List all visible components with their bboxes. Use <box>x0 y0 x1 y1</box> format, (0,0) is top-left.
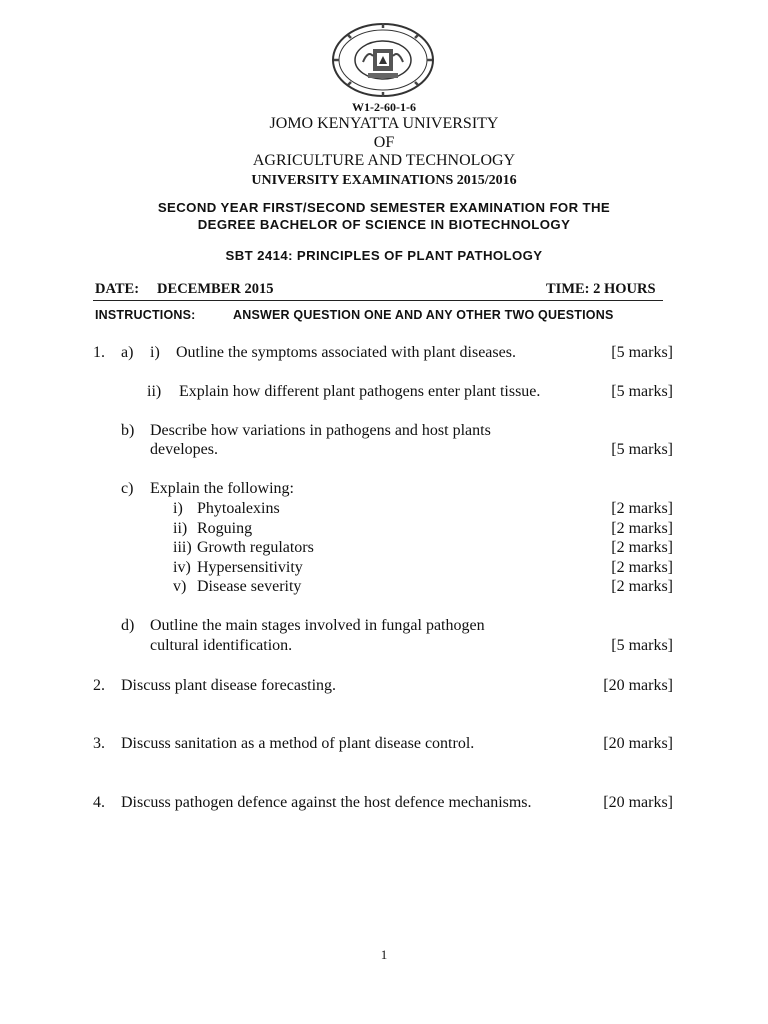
q1-number: 1. <box>93 344 105 361</box>
q1d-marks: [5 marks] <box>611 637 673 654</box>
q1c-item-marks: [2 marks] <box>611 578 673 595</box>
q1c-item-text: Disease severity <box>197 578 302 595</box>
q1c-item-label: iv) <box>173 559 191 576</box>
university-name-line3: AGRICULTURE AND TECHNOLOGY <box>252 152 516 169</box>
q1a-label: a) <box>121 344 134 361</box>
q2-marks: [20 marks] <box>603 677 673 694</box>
q1c-item-marks: [2 marks] <box>611 520 673 537</box>
q1c-label: c) <box>121 480 134 497</box>
q1c-item-marks: [2 marks] <box>611 539 673 556</box>
q1c-item-marks: [2 marks] <box>611 559 673 576</box>
q4-number: 4. <box>93 794 105 811</box>
date-label: DATE: <box>95 281 140 297</box>
q1c-item-label: v) <box>173 578 187 595</box>
instructions-label: INSTRUCTIONS: <box>95 308 196 322</box>
page-number: 1 <box>380 947 388 962</box>
course-title: SBT 2414: PRINCIPLES OF PLANT PATHOLOGY <box>225 248 543 263</box>
q1c-item-text: Hypersensitivity <box>197 559 303 576</box>
exam-time: TIME: 2 HOURS <box>546 281 656 297</box>
q1b-marks: [5 marks] <box>611 441 673 458</box>
q4-text: Discuss pathogen defence against the host defence mechanisms. <box>121 794 532 811</box>
date-value: DECEMBER 2015 <box>157 281 274 297</box>
q1c-item-marks: [2 marks] <box>611 500 673 517</box>
q1d-label: d) <box>121 617 135 634</box>
q3-number: 3. <box>93 735 105 752</box>
q1c-item-label: iii) <box>173 539 192 556</box>
q1c-item-text: Roguing <box>197 520 253 537</box>
q1a-i-label: i) <box>150 344 160 361</box>
degree-line-2: DEGREE BACHELOR OF SCIENCE IN BIOTECHNOLOGY <box>197 217 571 232</box>
q1c-item-label: ii) <box>173 520 188 537</box>
q1a-ii-label: ii) <box>147 383 162 400</box>
university-name: JOMO KENYATTA UNIVERSITY <box>269 115 499 132</box>
q1b-text-line1: Describe how variations in pathogens and host plants <box>150 422 491 439</box>
date-row <box>95 281 273 298</box>
q1c-item-label: i) <box>173 500 183 517</box>
q3-marks: [20 marks] <box>603 735 673 752</box>
q1b-text-line2: developes. <box>150 441 218 458</box>
q1a-ii-marks: [5 marks] <box>611 383 673 400</box>
q2-text: Discuss plant disease forecasting. <box>121 677 337 694</box>
q4-marks: [20 marks] <box>603 794 673 811</box>
degree-line-1: SECOND YEAR FIRST/SECOND SEMESTER EXAMINATION FOR THE <box>157 200 611 215</box>
university-name-of: OF <box>373 134 395 151</box>
q1c-item-text: Phytoalexins <box>197 500 280 517</box>
instructions-text: ANSWER QUESTION ONE AND ANY OTHER TWO QUESTIONS <box>233 308 614 322</box>
exam-title: UNIVERSITY EXAMINATIONS 2015/2016 <box>251 173 517 188</box>
q1d-text-line1: Outline the main stages involved in fungal pathogen <box>150 617 485 634</box>
q2-number: 2. <box>93 677 105 694</box>
q1c-text: Explain the following: <box>150 480 294 497</box>
q1d-text-line2: cultural identification. <box>150 637 293 654</box>
q1a-i-marks: [5 marks] <box>611 344 673 361</box>
q1b-label: b) <box>121 422 135 439</box>
q1a-i-text: Outline the symptoms associated with plant diseases. <box>176 344 516 361</box>
university-seal-icon <box>330 22 436 98</box>
q3-text: Discuss sanitation as a method of plant disease control. <box>121 735 475 752</box>
q1c-item-text: Growth regulators <box>197 539 314 556</box>
exam-code: W1-2-60-1-6 <box>352 100 416 114</box>
divider <box>93 300 663 301</box>
q1a-ii-text: Explain how different plant pathogens enter plant tissue. <box>179 383 541 400</box>
